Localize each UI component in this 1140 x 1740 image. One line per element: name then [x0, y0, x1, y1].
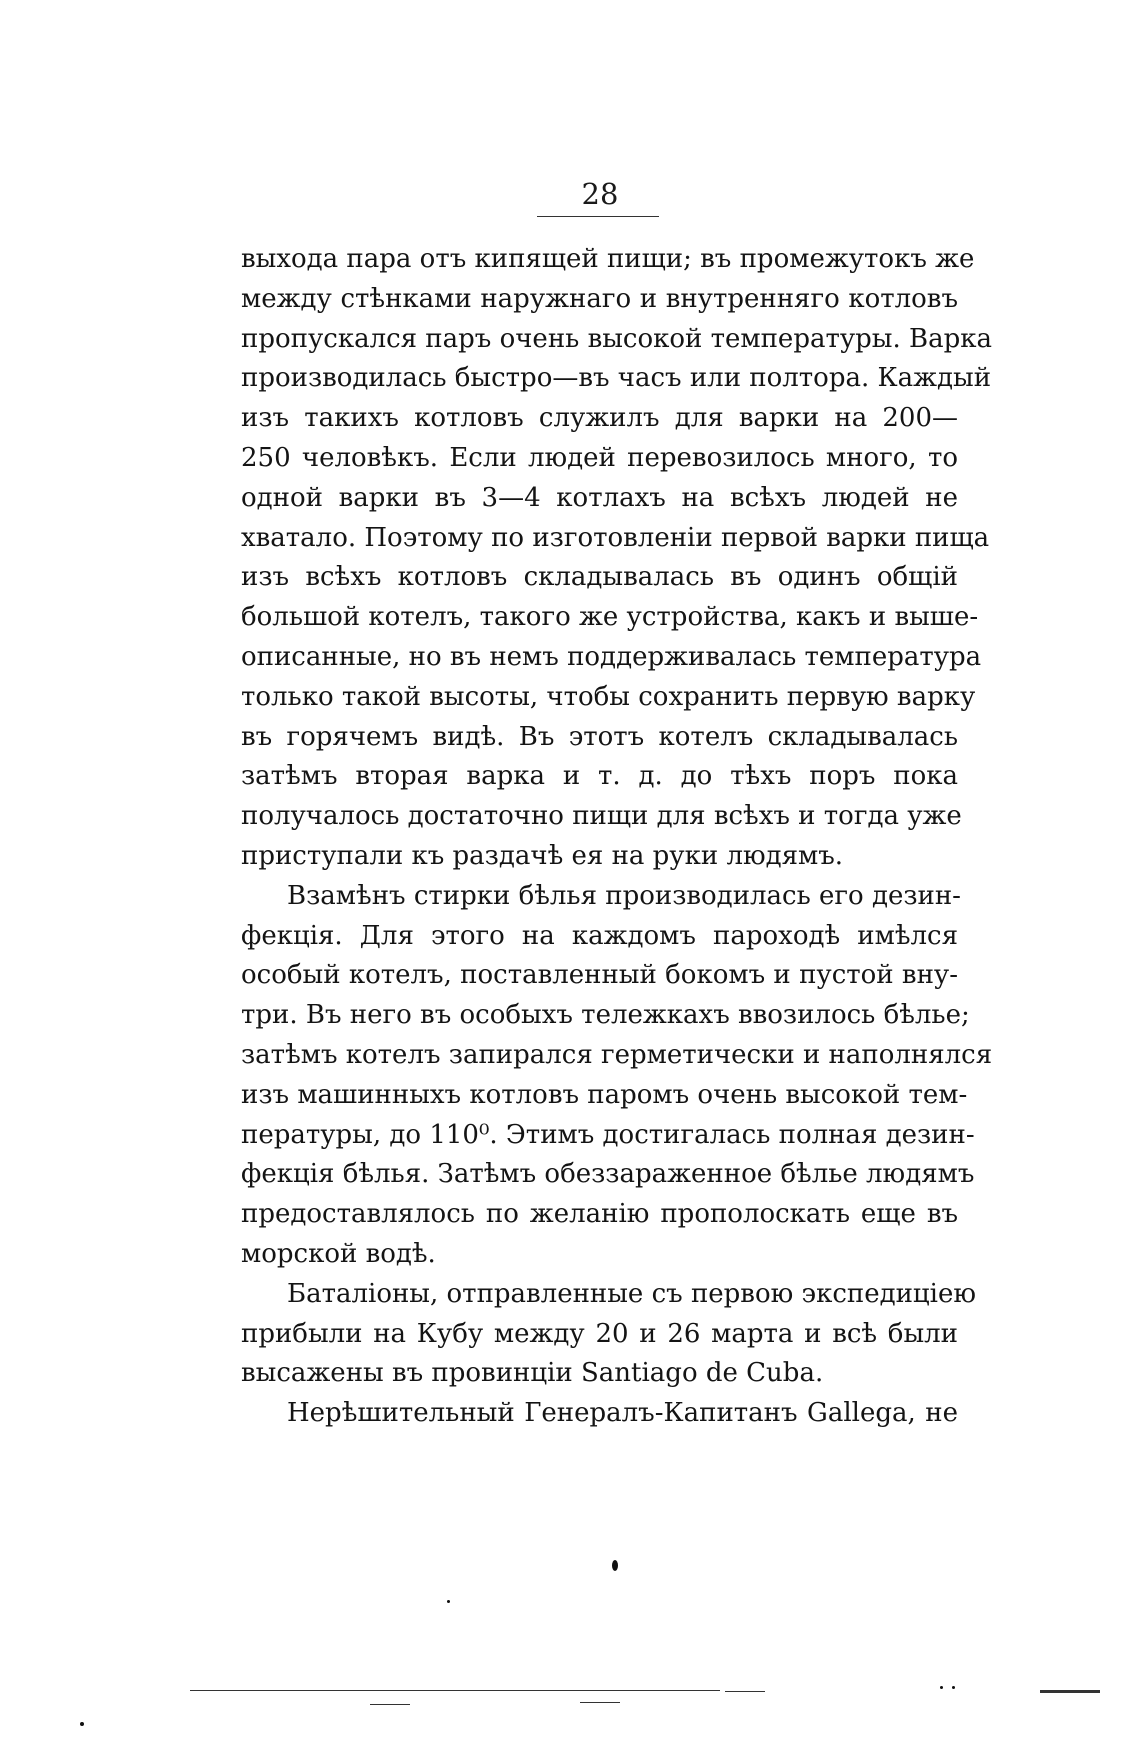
text-line: затѣмъ котелъ запирался герметически и наполнялся — [241, 1039, 993, 1070]
text-line: производилась быстро—въ часъ или полтора. Каждый — [241, 363, 992, 394]
text-line: описанные, но въ немъ поддерживалась температура — [241, 641, 982, 672]
ink-speck — [447, 1600, 450, 1603]
ink-speck — [612, 1560, 618, 1571]
text-line: Баталіоны, отправленные съ первою экспедиціею — [287, 1278, 976, 1309]
text-line: получалось достаточно пищи для всѣхъ и тогда уже — [241, 801, 962, 832]
page-number: 28 — [581, 177, 619, 211]
text-line: предоставлялось по желанію прополоскать еще въ — [241, 1199, 958, 1230]
text-line: изъ всѣхъ котловъ складывалась въ одинъ общій — [241, 562, 958, 593]
text-line: 250 человѣкъ. Если людей перевозилось много, то — [241, 442, 958, 473]
bottom-scan-rule — [580, 1702, 620, 1703]
text-line: Нерѣшительный Генералъ-Капитанъ Gallega, не — [287, 1398, 958, 1429]
text-line: фекція бѣлья. Затѣмъ обеззараженное бѣлье людямъ — [241, 1159, 975, 1190]
text-line: только такой высоты, чтобы сохранить первую варку — [241, 681, 976, 712]
text-line: приступали къ раздачѣ ея на руки людямъ. — [241, 840, 844, 871]
text-line: одной варки въ 3—4 котлахъ на всѣхъ людей не — [241, 482, 958, 513]
ink-speck — [952, 1686, 955, 1689]
text-line: хватало. Поэтому по изготовленіи первой варки пища — [241, 522, 990, 553]
text-line: большой котелъ, такого же устройства, какъ и выше- — [241, 602, 979, 633]
text-line: затѣмъ вторая варка и т. д. до тѣхъ поръ пока — [241, 761, 958, 792]
text-line: три. Въ него въ особыхъ тележкахъ ввозилось бѣлье; — [241, 1000, 970, 1031]
body-text — [241, 240, 993, 1434]
text-line: прибыли на Кубу между 20 и 26 марта и всѣ были — [241, 1318, 958, 1349]
text-line: Взамѣнъ стирки бѣлья производилась его дезин- — [287, 880, 961, 911]
bottom-scan-rule — [370, 1704, 410, 1705]
text-line: морской водѣ. — [241, 1238, 436, 1269]
text-line: выхода пара отъ кипящей пищи; въ промежутокъ же — [241, 244, 975, 274]
text-line: высажены въ провинціи Santiago de Cuba. — [241, 1358, 824, 1389]
ink-speck — [80, 1722, 84, 1726]
text-line: особый котелъ, поставленный бокомъ и пустой вну- — [241, 960, 958, 991]
bottom-scan-rule — [725, 1691, 765, 1692]
text-line: фекція. Для этого на каждомъ пароходѣ имѣлся — [241, 920, 958, 951]
text-line: пропускался паръ очень высокой температуры. Варка — [241, 323, 993, 354]
text-line: въ горячемъ видѣ. Въ этотъ котелъ складывалась — [241, 721, 958, 752]
text-line: пературы, до 110⁰. Этимъ достигалась полная дезин- — [241, 1119, 975, 1150]
text-line: между стѣнками наружнаго и внутренняго котловъ — [241, 283, 958, 314]
text-line: изъ такихъ котловъ служилъ для варки на 200— — [241, 403, 958, 434]
bottom-scan-rule — [1040, 1690, 1100, 1693]
page-number-rule — [537, 216, 659, 217]
text-line: изъ машинныхъ котловъ паромъ очень высокой тем- — [241, 1079, 968, 1110]
bottom-scan-rule — [190, 1690, 720, 1691]
ink-speck — [940, 1686, 943, 1689]
